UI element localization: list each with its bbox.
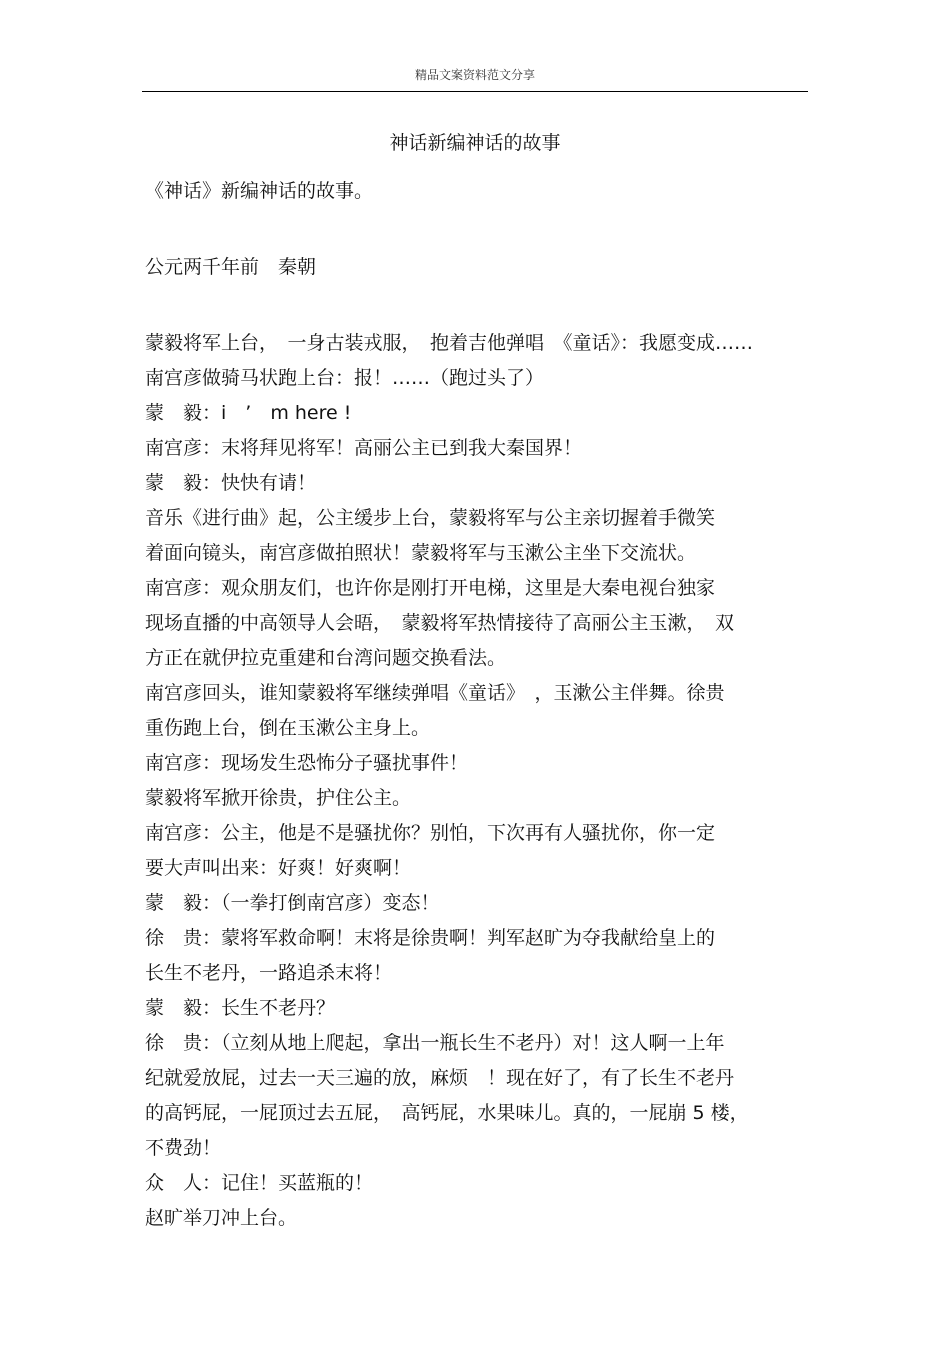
paragraph-line: 南宫彦做骑马状跑上台：报！……（跑过头了） xyxy=(145,367,545,389)
paragraph-line: 徐 贵：蒙将军救命啊！末将是徐贵啊！判军赵旷为夺我献给皇上的 xyxy=(145,927,716,949)
paragraph-line: 蒙 毅：（一拳打倒南宫彦）变态！ xyxy=(145,892,440,914)
paragraph-line: 南宫彦回头，谁知蒙毅将军继续弹唱《童话》 ，玉漱公主伴舞。徐贵 xyxy=(145,682,725,704)
paragraph-line: 众 人：记住！买蓝瓶的！ xyxy=(145,1172,374,1194)
paragraph-line: 蒙 毅：i ’ m here ! xyxy=(145,402,352,424)
header-divider xyxy=(142,91,808,92)
paragraph-line: 南宫彦：公主，他是不是骚扰你？别怕，下次再有人骚扰你，你一定 xyxy=(145,822,716,844)
paragraph-line: 蒙 毅：快快有请！ xyxy=(145,472,317,494)
paragraph-line: 公元两千年前 秦朝 xyxy=(145,256,317,278)
paragraph-line: 蒙毅将军掀开徐贵，护住公主。 xyxy=(145,787,412,809)
paragraph-line: 纪就爱放屁，过去一天三遍的放，麻烦 ！现在好了，有了长生不老丹 xyxy=(145,1067,735,1089)
paragraph-line: 音乐《进行曲》起，公主缓步上台，蒙毅将军与公主亲切握着手微笑 xyxy=(145,507,716,529)
blank-line xyxy=(145,285,810,326)
paragraph-line: 南宫彦：观众朋友们，也许你是刚打开电梯，这里是大秦电视台独家 xyxy=(145,577,716,599)
paragraph-line: 赵旷举刀冲上台。 xyxy=(145,1207,298,1229)
paragraph-line: 蒙 毅：长生不老丹？ xyxy=(145,997,336,1019)
paragraph-line: 蒙毅将军上台， 一身古装戎服， 抱着吉他弹唱 《童话》：我愿变成…… xyxy=(145,332,754,354)
paragraph-line: 着面向镜头，南宫彦做拍照状！蒙毅将军与玉漱公主坐下交流状。 xyxy=(145,542,697,564)
document-body xyxy=(145,174,810,1236)
paragraph-line: 南宫彦：末将拜见将军！高丽公主已到我大秦国界！ xyxy=(145,437,583,459)
blank-line xyxy=(145,209,810,250)
paragraph-line: 不费劲！ xyxy=(145,1137,222,1159)
paragraph-line: 《神话》新编神话的故事。 xyxy=(145,180,374,202)
paragraph-line: 现场直播的中高领导人会晤， 蒙毅将军热情接待了高丽公主玉漱， 双 xyxy=(145,612,735,634)
document-title: 神话新编神话的故事 xyxy=(389,132,561,154)
paragraph-line: 要大声叫出来：好爽！好爽啊！ xyxy=(145,857,412,879)
paragraph-line: 南宫彦：现场发生恐怖分子骚扰事件！ xyxy=(145,752,469,774)
paragraph-line: 重伤跑上台，倒在玉漱公主身上。 xyxy=(145,717,431,739)
paragraph-line: 的高钙屁，一屁顶过去五屁， 高钙屁，水果味儿。真的，一屁崩 5 楼， xyxy=(145,1102,749,1124)
paragraph-line: 徐 贵：（立刻从地上爬起，拿出一瓶长生不老丹）对！这人啊一上年 xyxy=(145,1032,725,1054)
paragraph-line: 方正在就伊拉克重建和台湾问题交换看法。 xyxy=(145,647,507,669)
page-header: 精品文案资料范文分享 xyxy=(414,68,535,82)
paragraph-line: 长生不老丹，一路追杀末将！ xyxy=(145,962,393,984)
